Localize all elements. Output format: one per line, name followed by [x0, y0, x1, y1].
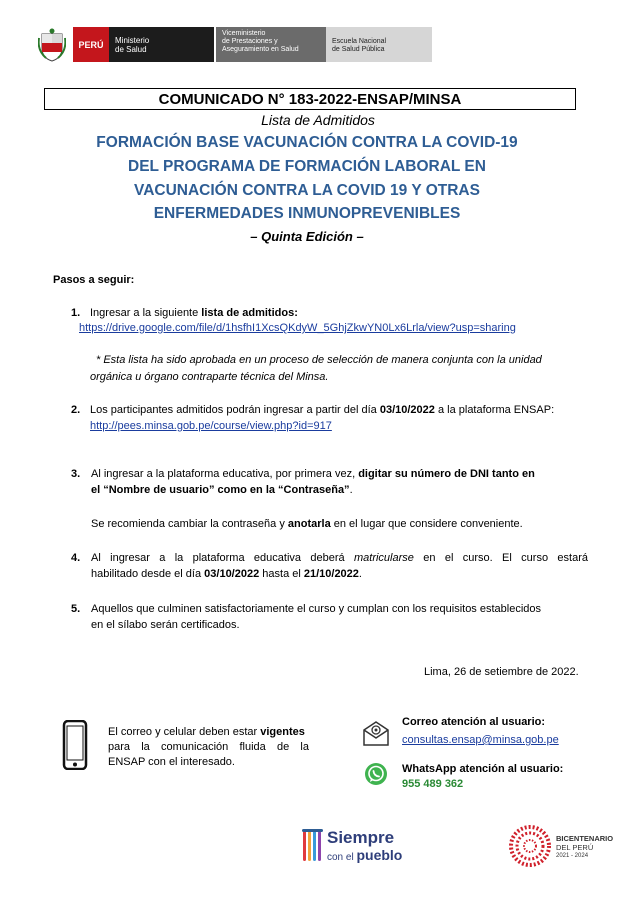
viceministerio-logo: [216, 27, 326, 62]
course-title-line: ENFERMEDADES INMUNOPREVENIBLES: [153, 205, 461, 222]
ministerio-line: de Salud: [115, 45, 147, 54]
footer-left-a: El correo y celular deben estar: [108, 726, 261, 738]
lista-admitidos-link[interactable]: https://drive.google.com/file/d/1hsfhI1XcsQKdyW_5GhjZkwYN0Lx6Lrla/view?usp=sharing: [79, 322, 516, 334]
bicentenario-line: BICENTENARIO: [556, 834, 614, 843]
footer-left-text: ENSAP con el interesado.: [108, 756, 235, 768]
pueblo-text: pueblo: [356, 847, 403, 863]
step-number: 2.: [71, 404, 81, 416]
step-4-desde: habilitado desde el día: [91, 568, 205, 580]
escuela-logo: [326, 27, 432, 62]
ministerio-line: Ministerio: [115, 36, 150, 45]
step-4-hasta: hasta el: [259, 568, 304, 580]
bicentenario-line: 2021 - 2024: [556, 853, 589, 859]
step-4-italic: matricularse: [353, 552, 414, 564]
peru-logo: [73, 27, 109, 62]
mobile-phone-icon: [62, 720, 88, 770]
footer-vigentes: vigentes: [260, 726, 305, 738]
correo-link[interactable]: consultas.ensap@minsa.gob.pe: [402, 734, 559, 746]
rec-end: en el lugar que considere conveniente.: [330, 518, 523, 530]
edicion-label: – Quinta Edición –: [250, 229, 364, 244]
whatsapp-label: WhatsApp atención al usuario:: [402, 763, 564, 775]
siempre-logo-icon: [302, 827, 324, 867]
whatsapp-number: 955 489 362: [402, 778, 464, 790]
rec-text: Se recomienda cambiar la contraseña y: [91, 518, 288, 530]
step-1-intro: Ingresar a la siguiente: [90, 307, 202, 319]
siempre-logo-sub: [327, 848, 402, 865]
viceministerio-line: de Prestaciones y: [222, 38, 278, 45]
step-number: 1.: [71, 307, 81, 319]
step-4-intro: Al ingresar a la plataforma educativa deberá: [91, 552, 354, 564]
step-5-text: en el sílabo serán certificados.: [91, 619, 240, 631]
bicentenario-text: [556, 834, 613, 861]
escuela-line: Escuela Nacional: [332, 38, 387, 45]
bicentenario-line: DEL PERÚ: [556, 843, 594, 852]
step-4-text: [91, 550, 588, 566]
con-el-text: con el: [327, 852, 354, 863]
lista-subtitle: Lista de Admitidos: [261, 112, 375, 128]
step-1-text: [90, 305, 298, 321]
ministerio-logo: [109, 27, 214, 62]
peru-label: PERÚ: [78, 39, 104, 50]
siempre-logo-text: Siempre: [327, 828, 395, 847]
step-4-continue: en el curso. El curso estará: [413, 552, 589, 564]
pasos-heading: Pasos a seguir:: [53, 274, 135, 286]
course-title-line: DEL PROGRAMA DE FORMACIÓN LABORAL EN: [128, 158, 486, 175]
footer-left-text: [108, 724, 305, 740]
step-number: 5.: [71, 603, 81, 615]
step-3-text: [91, 482, 353, 498]
comunicado-title: COMUNICADO N° 183-2022-ENSAP/MINSA: [44, 88, 576, 110]
step-5-text: Aquellos que culminen satisfactoriamente el curso y cumplan con los requisitos establecidos: [91, 603, 542, 615]
step-1-note: orgánica u órgano contraparte técnica del Minsa.: [90, 371, 329, 383]
rec-bold: anotarla: [287, 518, 331, 530]
step-4-dates: [91, 566, 362, 582]
step-3-intro: Al ingresar a la plataforma educativa, por primera vez,: [91, 468, 359, 480]
step-2-text: [90, 402, 554, 418]
step-3-end: .: [349, 484, 353, 496]
step-4-date-end: 21/10/2022: [303, 568, 359, 580]
step-3-bold: el “Nombre de usuario” como en la “Contraseña”: [91, 484, 350, 496]
bicentenario-emblem-icon: [508, 824, 552, 868]
course-title-line: VACUNACIÓN CONTRA LA COVID 19 Y OTRAS: [134, 182, 480, 199]
escuela-line: de Salud Pública: [332, 46, 385, 53]
step-2-date: 03/10/2022: [379, 404, 435, 416]
viceministerio-line: Aseguramiento en Salud: [222, 46, 299, 53]
step-2-intro: Los participantes admitidos podrán ingresar a partir del día: [90, 404, 380, 416]
step-3-bold: digitar su número de DNI tanto en: [358, 468, 535, 480]
step-3-recommendation: [91, 516, 523, 532]
step-4-end: .: [358, 568, 362, 580]
course-title-line: FORMACIÓN BASE VACUNACIÓN CONTRA LA COVID-19: [96, 134, 518, 151]
correo-label: Correo atención al usuario:: [402, 716, 546, 728]
fecha: Lima, 26 de setiembre de 2022.: [424, 666, 579, 678]
ensap-platform-link[interactable]: http://pees.minsa.gob.pe/course/view.php?id=917: [90, 420, 332, 432]
whatsapp-icon: [364, 762, 388, 786]
step-1-bold: lista de admitidos:: [201, 307, 298, 319]
step-2-end: a la plataforma ENSAP:: [434, 404, 555, 416]
escudo-peru-icon: [38, 28, 66, 62]
step-number: 3.: [71, 468, 81, 480]
step-3-text: [91, 466, 535, 482]
step-number: 4.: [71, 552, 81, 564]
viceministerio-line: Viceministerio: [222, 30, 266, 37]
footer-left-text: para la comunicación fluida de la: [108, 741, 309, 753]
step-4-date-start: 03/10/2022: [204, 568, 260, 580]
mail-at-icon: [362, 719, 390, 747]
step-1-note: * Esta lista ha sido aprobada en un proceso de selección de manera conjunta con la unidad: [96, 354, 542, 366]
